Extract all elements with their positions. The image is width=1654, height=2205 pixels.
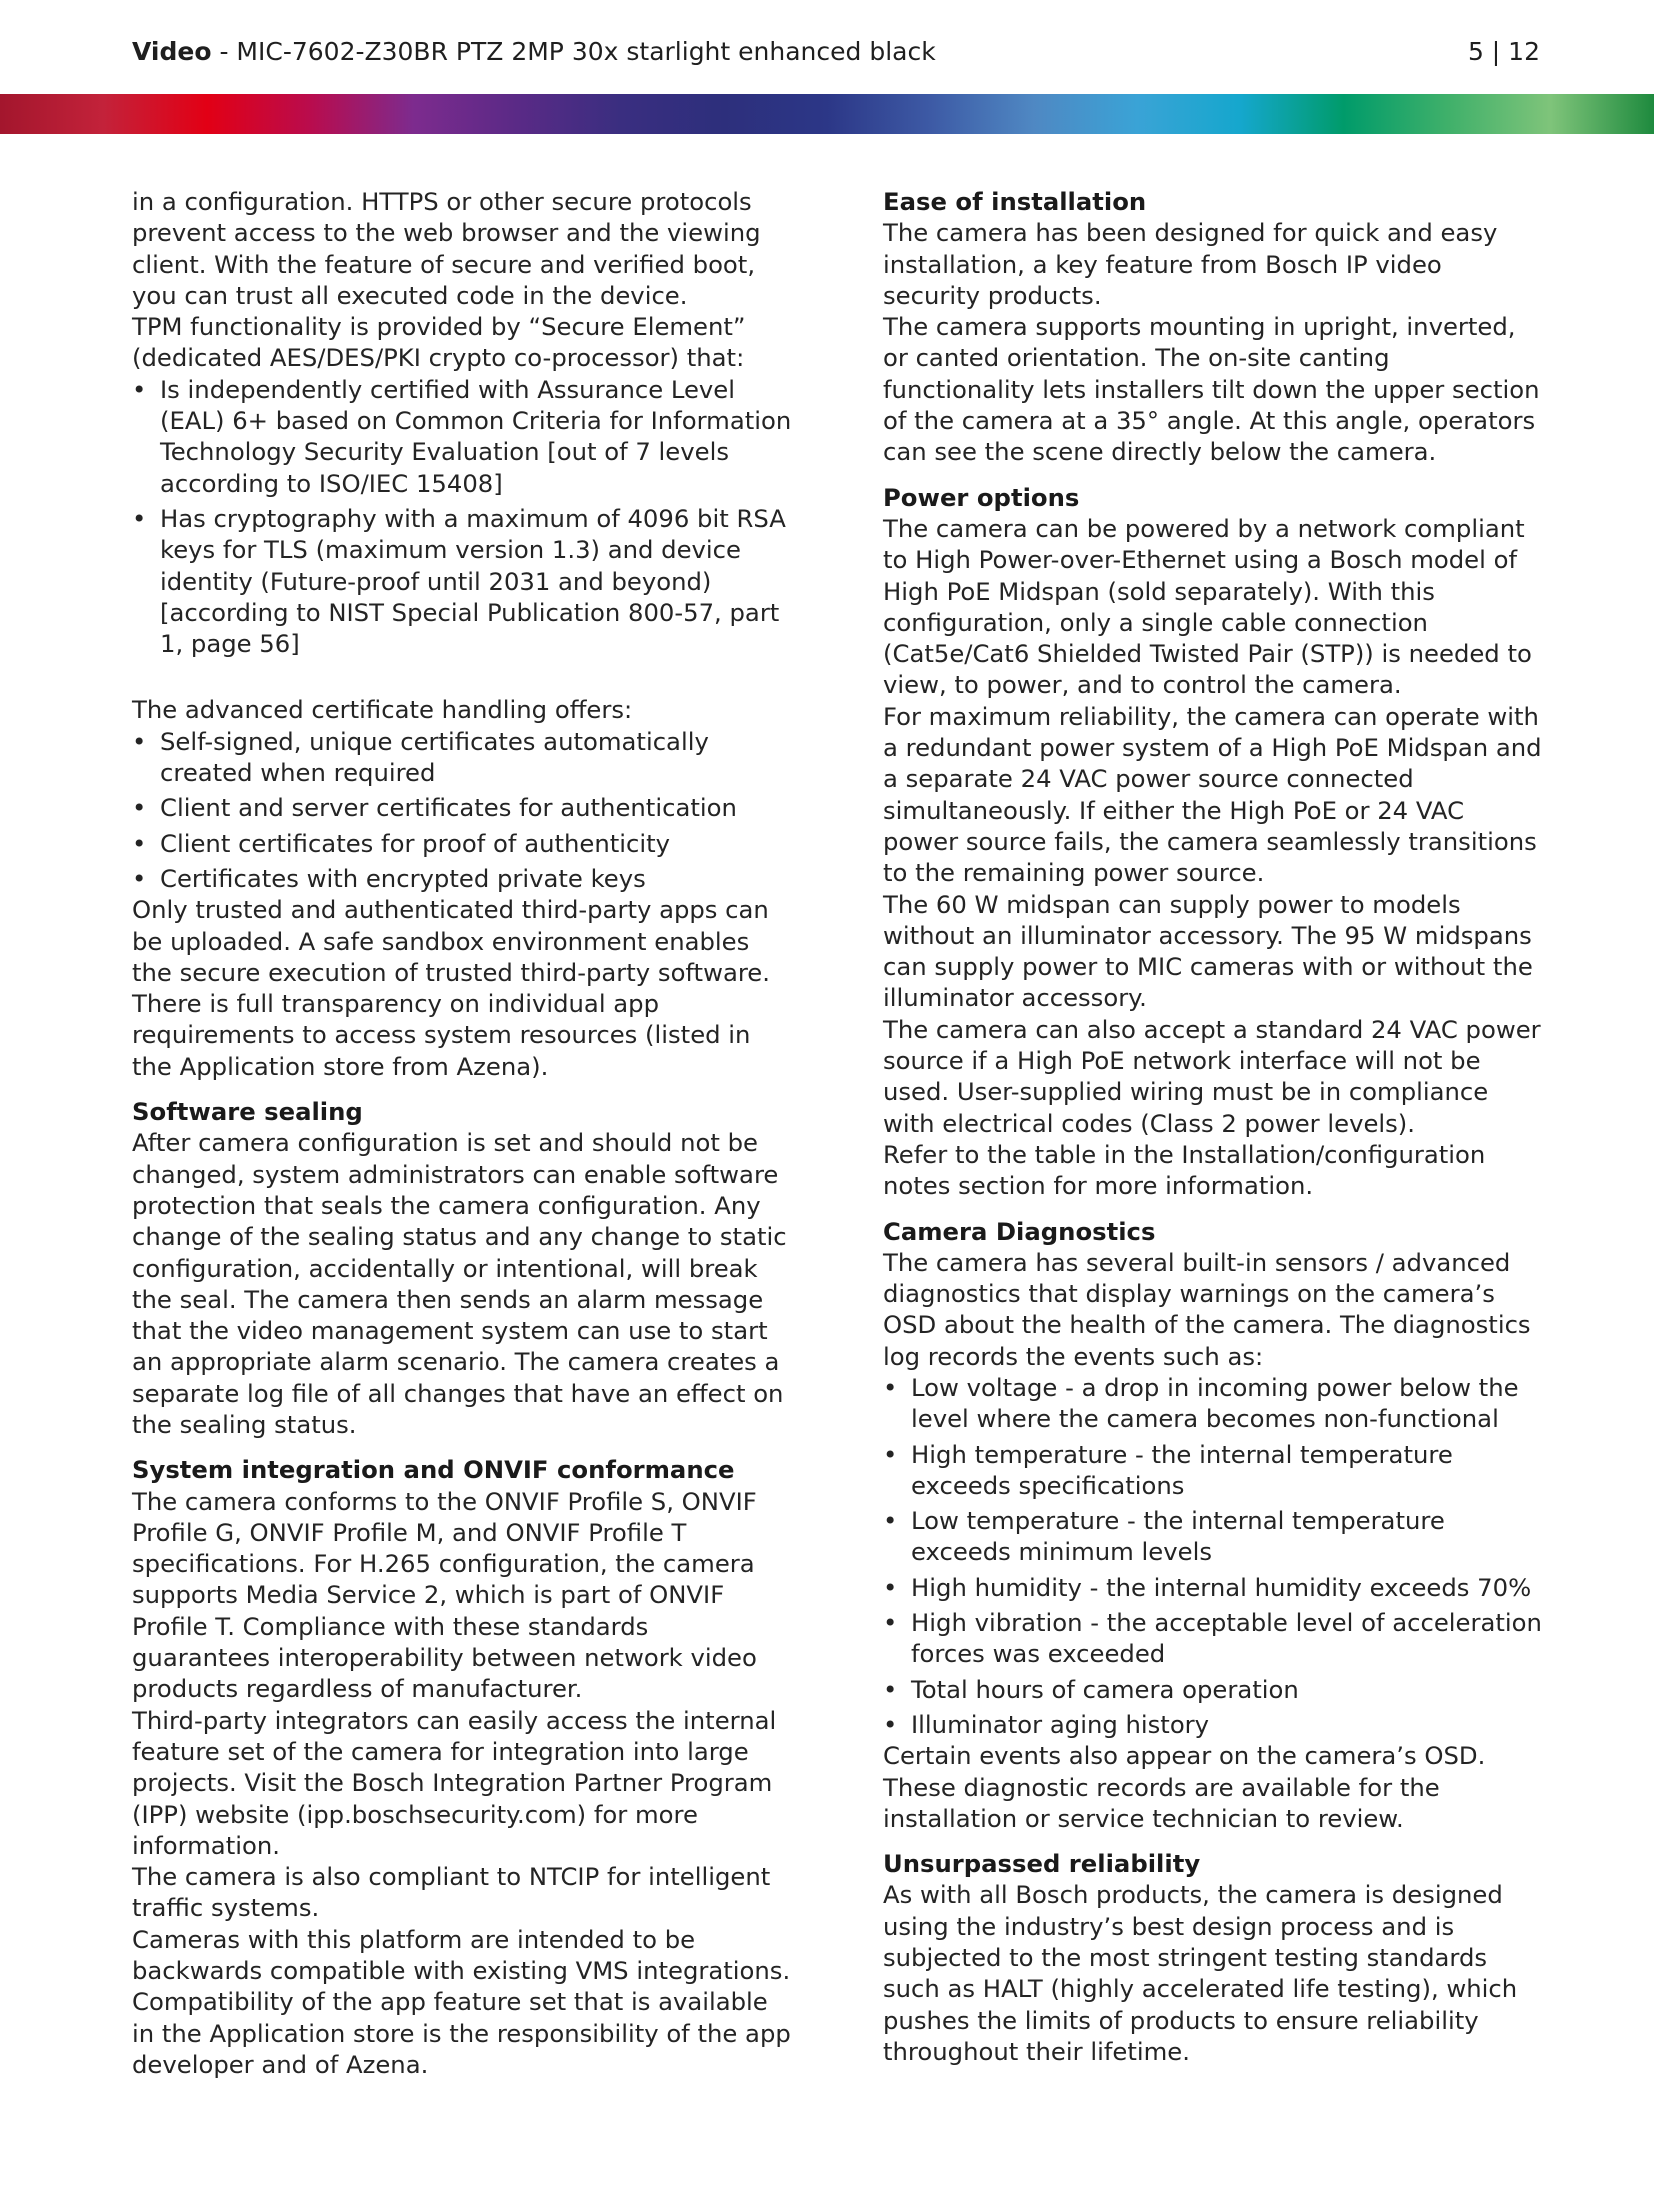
bullet-icon: •: [883, 1709, 898, 1739]
bullet-icon: •: [132, 374, 147, 404]
bullet-icon: •: [883, 1506, 898, 1536]
left-column: [132, 186, 792, 2080]
paragraph-reliability: As with all Bosch products, the camera is designed using the industry’s best design process and is subjected to the most stringent testing standards such as HALT (highly accelerated life testing), which pushes the limits of products to ensure reliability throughout their lifetime.: [883, 1880, 1518, 2066]
bullet-icon: •: [883, 1439, 898, 1469]
list-item: • Illuminator aging history: [883, 1709, 1210, 1739]
bullet-icon: •: [883, 1372, 898, 1402]
paragraph-ntcip: The camera is also compliant to NTCIP for intelligent traffic systems.: [132, 1862, 771, 1923]
bullet-icon: •: [132, 863, 147, 893]
list-item: • Client certificates for proof of authenticity: [132, 828, 671, 858]
document-title: [132, 37, 936, 66]
bullet-icon: •: [883, 1608, 898, 1638]
heading-software-sealing: Software sealing: [132, 1097, 363, 1127]
list-item: • Self-signed, unique certificates automatically created when required: [132, 726, 709, 788]
bullet-icon: •: [132, 503, 147, 533]
heading-onvif: System integration and ONVIF conformance: [132, 1455, 735, 1485]
bullet-icon: •: [883, 1572, 898, 1602]
paragraph-diagnostics-osd: Certain events also appear on the camera’s OSD. These diagnostic records are available for the installation or service technician to review.: [883, 1741, 1486, 1833]
list-item: • High temperature - the internal temperature exceeds specifications: [883, 1439, 1453, 1500]
bullet-icon: •: [132, 828, 147, 858]
list-item: • Client and server certificates for authentication: [132, 793, 737, 823]
paragraph-tpm: TPM functionality is provided by “Secure Element” (dedicated AES/DES/PKI crypto co-processor) that:: [132, 312, 746, 373]
paragraph-install-mounting: The camera supports mounting in upright, inverted, or canted orientation. The on-site canting functionality lets installers tilt down the upper section of the camera at a 35° angle. At this angle, operators can see the scene directly below the camera.: [883, 312, 1540, 467]
list-item: • High vibration - the acceptable level of acceleration forces was exceeded: [883, 1608, 1542, 1669]
certificate-list: [132, 726, 792, 894]
list-item: • Total hours of camera operation: [883, 1674, 1299, 1704]
list-item: • Has cryptography with a maximum of 4096 bit RSA keys for TLS (maximum version 1.3) and device identity (Future-proof until 2031 and beyond) [according to NIST Special Publication 800-57, part 1, page 56]: [132, 503, 786, 659]
bullet-icon: •: [883, 1674, 898, 1704]
page-header: [132, 32, 1540, 72]
heading-unsurpassed-reliability: Unsurpassed reliability: [883, 1849, 1201, 1879]
paragraph-onvif-profiles: The camera conforms to the ONVIF Profile S, ONVIF Profile G, ONVIF Profile M, and ONVIF Profile T specifications. For H.265 configuration, the camera supports Media Service 2, which is part of ONVIF Profile T. Compliance with these standards guarantees interoperability between network video products regardless of manufacturer.: [132, 1486, 757, 1704]
paragraph-diagnostics-intro: The camera has several built-in sensors / advanced diagnostics that display warnings on the camera’s OSD about the health of the camera. The diagnostics log records the events such as:: [883, 1247, 1531, 1371]
page-number: 5 | 12: [1467, 37, 1540, 66]
paragraph-poe: The camera can be powered by a network compliant to High Power-over-Ethernet using a Bosch model of High PoE Midspan (sold separately). With this configuration, only a single cable connection (Cat5e/Cat6 Shielded Twisted Pair (STP)) is needed to view, to power, and to control the camera.: [883, 513, 1532, 700]
bullet-icon: •: [132, 793, 147, 823]
brand-color-band: [0, 94, 1654, 134]
paragraph-sealing: After camera configuration is set and should not be changed, system administrators can enable software protection that seals the camera configuration. Any change of the sealing status and any change to static configuration, accidentally or intentional, will break the seal. The camera then sends an alarm message that the video management system can use to start an appropriate alarm scenario. The camera creates a separate log file of all changes that have an effect on the sealing status.: [132, 1128, 787, 1439]
paragraph-https: in a configuration. HTTPS or other secure protocols prevent access to the web browser and the viewing client. With the feature of secure and verified boot, you can trust all executed code in the device.: [132, 187, 761, 310]
paragraph-midspan: The 60 W midspan can supply power to models without an illuminator accessory. The 95 W midspans can supply power to MIC cameras with or without the illuminator accessory.: [883, 889, 1533, 1013]
list-item: • High humidity - the internal humidity exceeds 70%: [883, 1572, 1532, 1602]
paragraph-apps: Only trusted and authenticated third-party apps can be uploaded. A safe sandbox environment enables the secure execution of trusted third-party software. There is full transparency on individual app requirements to access system resources (listed in the Application store from Azena).: [132, 895, 770, 1081]
paragraph-compatibility: Cameras with this platform are intended to be backwards compatible with existing VMS integrations. Compatibility of the app feature set that is available in the Application store is the responsibility of the app developer and of Azena.: [132, 1924, 791, 2079]
paragraph-redundant-power: For maximum reliability, the camera can operate with a redundant power system of a High PoE Midspan and a separate 24 VAC power source connected simultaneously. If either the High PoE or 24 VAC power source fails, the camera seamlessly transitions to the remaining power source.: [883, 701, 1542, 888]
bullet-icon: •: [132, 726, 147, 756]
right-column: [883, 186, 1543, 2067]
tpm-list: [132, 374, 792, 660]
heading-camera-diagnostics: Camera Diagnostics: [883, 1216, 1156, 1246]
paragraph-refer-table: Refer to the table in the Installation/configuration notes section for more information.: [883, 1139, 1486, 1201]
paragraph-integrators: Third-party integrators can easily access the internal feature set of the camera for integration into large projects. Visit the Bosch Integration Partner Program (IPP) website (ipp.boschsecurity.com) for more information.: [132, 1705, 777, 1860]
heading-power-options: Power options: [883, 482, 1080, 512]
document-title-bold: Video: [132, 37, 212, 66]
list-item: • Is independently certified with Assurance Level (EAL) 6+ based on Common Criteria for Information Technology Security Evaluation [out of 7 levels according to ISO/IEC 15408]: [132, 374, 792, 498]
document-title-rest: - MIC-7602-Z30BR PTZ 2MP 30x starlight enhanced black: [211, 37, 936, 66]
diagnostics-list: [883, 1372, 1543, 1740]
list-item: • Low voltage - a drop in incoming power below the level where the camera becomes non-functional: [883, 1372, 1519, 1434]
list-item: • Certificates with encrypted private keys: [132, 863, 646, 893]
paragraph-install-design: The camera has been designed for quick and easy installation, a key feature from Bosch IP video security products.: [883, 218, 1498, 310]
paragraph-certificates: The advanced certificate handling offers:: [132, 695, 633, 725]
list-item: • Low temperature - the internal temperature exceeds minimum levels: [883, 1506, 1445, 1567]
heading-ease-of-installation: Ease of installation: [883, 187, 1147, 216]
paragraph-24vac: The camera can also accept a standard 24 VAC power source if a High PoE network interface will not be used. User-supplied wiring must be in compliance with electrical codes (Class 2 power levels).: [883, 1014, 1541, 1138]
